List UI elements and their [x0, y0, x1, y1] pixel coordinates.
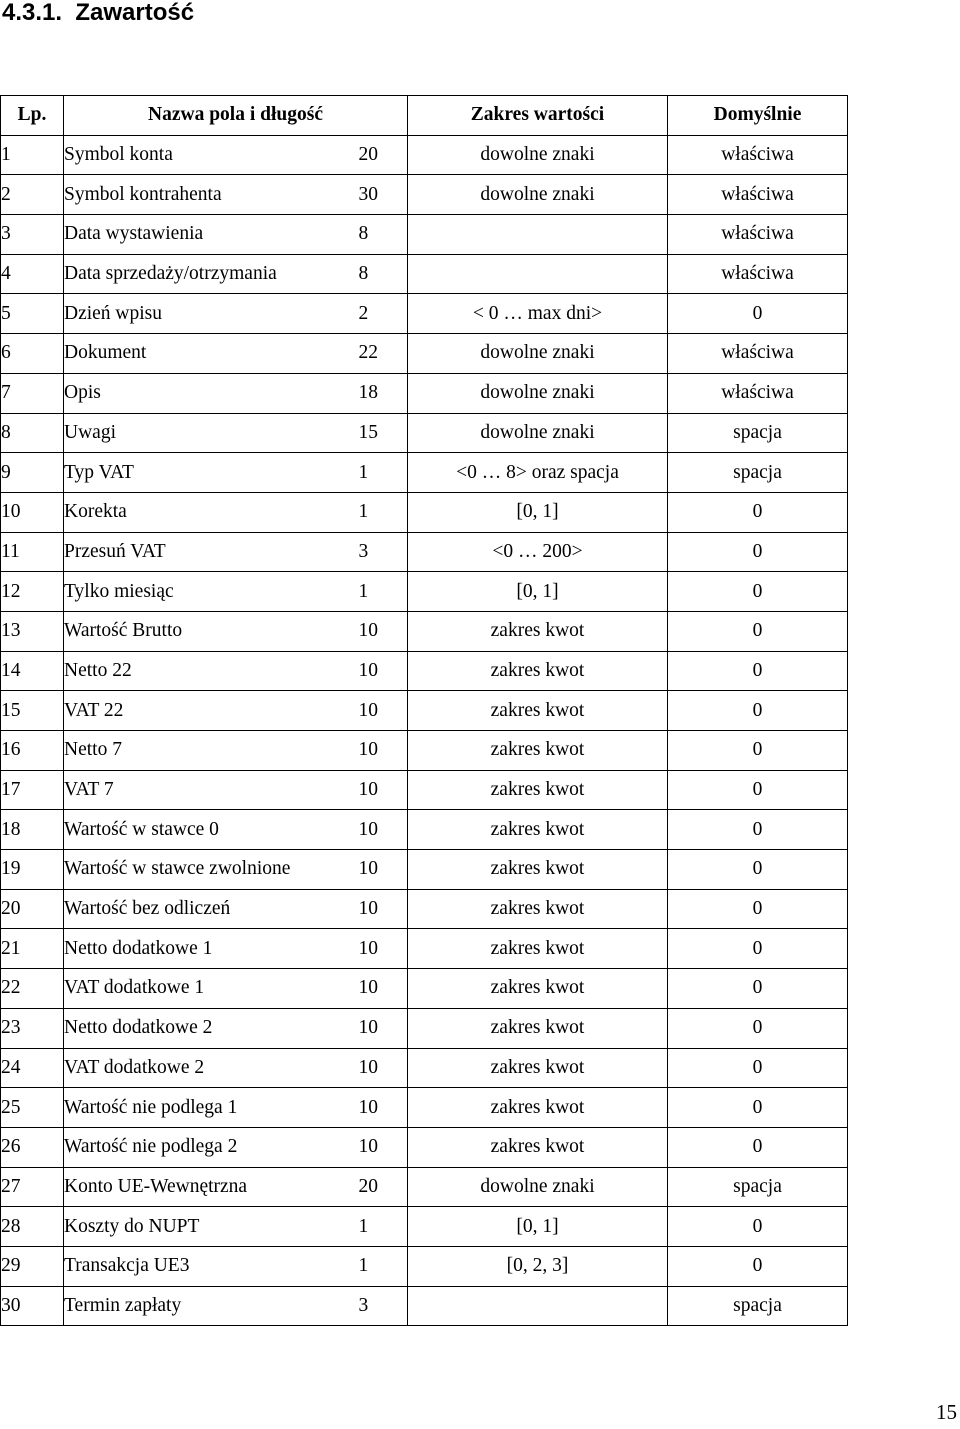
- table-row: [1, 175, 848, 215]
- cell-lp: 24: [1, 1048, 64, 1088]
- cell-field-name: Dokument: [64, 334, 359, 374]
- table-row: [1, 492, 848, 532]
- cell-default: 0: [668, 1207, 848, 1247]
- cell-field-name: Data wystawienia: [64, 215, 359, 255]
- cell-default: 0: [668, 611, 848, 651]
- cell-lp: 13: [1, 611, 64, 651]
- cell-lp: 22: [1, 969, 64, 1009]
- cell-field-length: 1: [359, 572, 408, 612]
- fields-table: [0, 95, 848, 1326]
- cell-lp: 8: [1, 413, 64, 453]
- cell-lp: 1: [1, 135, 64, 175]
- cell-field-name: Wartość w stawce 0: [64, 810, 359, 850]
- cell-default: 0: [668, 1008, 848, 1048]
- cell-default: 0: [668, 889, 848, 929]
- cell-default: spacja: [668, 1167, 848, 1207]
- cell-lp: 11: [1, 532, 64, 572]
- cell-default: 0: [668, 731, 848, 771]
- cell-value-range: [408, 1286, 668, 1326]
- table-row: [1, 691, 848, 731]
- cell-value-range: <0 … 8> oraz spacja: [408, 453, 668, 493]
- cell-lp: 26: [1, 1127, 64, 1167]
- cell-lp: 29: [1, 1246, 64, 1286]
- cell-field-name: Koszty do NUPT: [64, 1207, 359, 1247]
- table-row: [1, 1246, 848, 1286]
- cell-value-range: zakres kwot: [408, 1048, 668, 1088]
- cell-field-length: 10: [359, 1127, 408, 1167]
- cell-value-range: [0, 1]: [408, 492, 668, 532]
- cell-value-range: <0 … 200>: [408, 532, 668, 572]
- cell-value-range: dowolne znaki: [408, 175, 668, 215]
- cell-default: 0: [668, 1088, 848, 1128]
- cell-field-length: 30: [359, 175, 408, 215]
- cell-value-range: zakres kwot: [408, 889, 668, 929]
- cell-default: 0: [668, 492, 848, 532]
- table-row: [1, 453, 848, 493]
- cell-value-range: zakres kwot: [408, 969, 668, 1009]
- cell-default: spacja: [668, 413, 848, 453]
- cell-field-name: Transakcja UE3: [64, 1246, 359, 1286]
- cell-lp: 10: [1, 492, 64, 532]
- cell-field-length: 22: [359, 334, 408, 374]
- cell-value-range: zakres kwot: [408, 611, 668, 651]
- cell-field-name: Przesuń VAT: [64, 532, 359, 572]
- cell-lp: 17: [1, 770, 64, 810]
- cell-field-name: Typ VAT: [64, 453, 359, 493]
- cell-field-length: 10: [359, 651, 408, 691]
- cell-lp: 4: [1, 254, 64, 294]
- cell-lp: 12: [1, 572, 64, 612]
- cell-field-length: 10: [359, 1048, 408, 1088]
- table-row: [1, 850, 848, 890]
- cell-lp: 30: [1, 1286, 64, 1326]
- cell-lp: 9: [1, 453, 64, 493]
- cell-lp: 27: [1, 1167, 64, 1207]
- table-row: [1, 572, 848, 612]
- cell-lp: 14: [1, 651, 64, 691]
- cell-field-name: Opis: [64, 373, 359, 413]
- table-row: [1, 731, 848, 771]
- cell-field-name: Tylko miesiąc: [64, 572, 359, 612]
- cell-default: właściwa: [668, 215, 848, 255]
- cell-field-name: Wartość nie podlega 1: [64, 1088, 359, 1128]
- cell-default: właściwa: [668, 175, 848, 215]
- cell-default: 0: [668, 850, 848, 890]
- header-lp: Lp.: [1, 96, 64, 136]
- cell-field-name: Netto dodatkowe 2: [64, 1008, 359, 1048]
- table-row: [1, 889, 848, 929]
- table-row: [1, 294, 848, 334]
- cell-field-name: Netto dodatkowe 1: [64, 929, 359, 969]
- cell-field-length: 1: [359, 1246, 408, 1286]
- table-row: [1, 770, 848, 810]
- cell-field-length: 20: [359, 135, 408, 175]
- cell-field-name: Wartość Brutto: [64, 611, 359, 651]
- cell-default: spacja: [668, 453, 848, 493]
- cell-field-name: Dzień wpisu: [64, 294, 359, 334]
- cell-lp: 23: [1, 1008, 64, 1048]
- table-row: [1, 1048, 848, 1088]
- cell-value-range: zakres kwot: [408, 929, 668, 969]
- cell-field-length: 3: [359, 532, 408, 572]
- cell-field-length: 1: [359, 453, 408, 493]
- cell-field-length: 10: [359, 611, 408, 651]
- cell-default: spacja: [668, 1286, 848, 1326]
- cell-field-name: Symbol kontrahenta: [64, 175, 359, 215]
- cell-lp: 15: [1, 691, 64, 731]
- cell-value-range: zakres kwot: [408, 691, 668, 731]
- table-row: [1, 334, 848, 374]
- table-row: [1, 373, 848, 413]
- cell-value-range: < 0 … max dni>: [408, 294, 668, 334]
- cell-lp: 19: [1, 850, 64, 890]
- cell-field-name: Wartość bez odliczeń: [64, 889, 359, 929]
- table-row: [1, 651, 848, 691]
- section-heading: 4.3.1. Zawartość: [2, 0, 195, 26]
- table-row: [1, 1088, 848, 1128]
- cell-field-length: 10: [359, 929, 408, 969]
- cell-value-range: zakres kwot: [408, 651, 668, 691]
- cell-field-length: 8: [359, 254, 408, 294]
- cell-field-name: Netto 22: [64, 651, 359, 691]
- cell-default: właściwa: [668, 373, 848, 413]
- cell-lp: 6: [1, 334, 64, 374]
- cell-value-range: zakres kwot: [408, 1088, 668, 1128]
- cell-field-name: Termin zapłaty: [64, 1286, 359, 1326]
- cell-field-length: 1: [359, 492, 408, 532]
- cell-value-range: [0, 1]: [408, 1207, 668, 1247]
- table-row: [1, 611, 848, 651]
- table-row: [1, 1167, 848, 1207]
- cell-value-range: [0, 2, 3]: [408, 1246, 668, 1286]
- cell-default: 0: [668, 1246, 848, 1286]
- cell-field-length: 10: [359, 731, 408, 771]
- cell-field-name: Wartość nie podlega 2: [64, 1127, 359, 1167]
- cell-field-length: 10: [359, 969, 408, 1009]
- cell-field-name: Korekta: [64, 492, 359, 532]
- cell-field-length: 20: [359, 1167, 408, 1207]
- cell-default: 0: [668, 651, 848, 691]
- table-row: [1, 1127, 848, 1167]
- cell-value-range: zakres kwot: [408, 1127, 668, 1167]
- table-body: [1, 135, 848, 1326]
- cell-field-length: 10: [359, 1008, 408, 1048]
- cell-value-range: dowolne znaki: [408, 373, 668, 413]
- cell-default: 0: [668, 810, 848, 850]
- cell-value-range: dowolne znaki: [408, 135, 668, 175]
- cell-field-length: 10: [359, 770, 408, 810]
- cell-field-length: 18: [359, 373, 408, 413]
- cell-default: 0: [668, 929, 848, 969]
- cell-value-range: zakres kwot: [408, 810, 668, 850]
- cell-value-range: dowolne znaki: [408, 334, 668, 374]
- cell-lp: 28: [1, 1207, 64, 1247]
- table-row: [1, 215, 848, 255]
- cell-field-length: 1: [359, 1207, 408, 1247]
- cell-lp: 16: [1, 731, 64, 771]
- page-number: 15: [936, 1400, 957, 1424]
- cell-field-name: Netto 7: [64, 731, 359, 771]
- header-name-length: Nazwa pola i długość: [64, 96, 408, 136]
- cell-field-length: 10: [359, 810, 408, 850]
- table-row: [1, 254, 848, 294]
- cell-lp: 5: [1, 294, 64, 334]
- cell-value-range: zakres kwot: [408, 770, 668, 810]
- cell-lp: 18: [1, 810, 64, 850]
- table-row: [1, 413, 848, 453]
- header-range: Zakres wartości: [408, 96, 668, 136]
- cell-field-name: Uwagi: [64, 413, 359, 453]
- cell-lp: 21: [1, 929, 64, 969]
- table-header-row: [1, 96, 848, 136]
- cell-field-name: VAT dodatkowe 2: [64, 1048, 359, 1088]
- cell-default: 0: [668, 691, 848, 731]
- cell-field-length: 10: [359, 889, 408, 929]
- cell-lp: 25: [1, 1088, 64, 1128]
- table-row: [1, 532, 848, 572]
- cell-field-length: 8: [359, 215, 408, 255]
- cell-field-length: 10: [359, 1088, 408, 1128]
- cell-field-name: Wartość w stawce zwolnione: [64, 850, 359, 890]
- cell-value-range: [408, 254, 668, 294]
- cell-value-range: [0, 1]: [408, 572, 668, 612]
- header-default: Domyślnie: [668, 96, 848, 136]
- cell-default: 0: [668, 1048, 848, 1088]
- cell-field-name: VAT 7: [64, 770, 359, 810]
- table-row: [1, 969, 848, 1009]
- cell-lp: 20: [1, 889, 64, 929]
- cell-default: 0: [668, 532, 848, 572]
- cell-default: właściwa: [668, 334, 848, 374]
- cell-field-length: 10: [359, 691, 408, 731]
- cell-value-range: dowolne znaki: [408, 1167, 668, 1207]
- table-row: [1, 135, 848, 175]
- cell-value-range: zakres kwot: [408, 1008, 668, 1048]
- cell-field-name: Data sprzedaży/otrzymania: [64, 254, 359, 294]
- table-row: [1, 810, 848, 850]
- cell-field-length: 2: [359, 294, 408, 334]
- cell-default: właściwa: [668, 254, 848, 294]
- cell-field-length: 15: [359, 413, 408, 453]
- cell-default: 0: [668, 294, 848, 334]
- cell-default: 0: [668, 1127, 848, 1167]
- cell-lp: 7: [1, 373, 64, 413]
- cell-field-length: 10: [359, 850, 408, 890]
- table-row: [1, 929, 848, 969]
- cell-field-name: Konto UE-Wewnętrzna: [64, 1167, 359, 1207]
- cell-field-name: VAT 22: [64, 691, 359, 731]
- cell-value-range: dowolne znaki: [408, 413, 668, 453]
- cell-field-length: 3: [359, 1286, 408, 1326]
- cell-default: właściwa: [668, 135, 848, 175]
- cell-value-range: zakres kwot: [408, 850, 668, 890]
- cell-field-name: Symbol konta: [64, 135, 359, 175]
- cell-lp: 2: [1, 175, 64, 215]
- table-row: [1, 1286, 848, 1326]
- cell-field-name: VAT dodatkowe 1: [64, 969, 359, 1009]
- table-row: [1, 1207, 848, 1247]
- cell-value-range: zakres kwot: [408, 731, 668, 771]
- cell-lp: 3: [1, 215, 64, 255]
- cell-default: 0: [668, 969, 848, 1009]
- table-row: [1, 1008, 848, 1048]
- cell-default: 0: [668, 770, 848, 810]
- cell-default: 0: [668, 572, 848, 612]
- cell-value-range: [408, 215, 668, 255]
